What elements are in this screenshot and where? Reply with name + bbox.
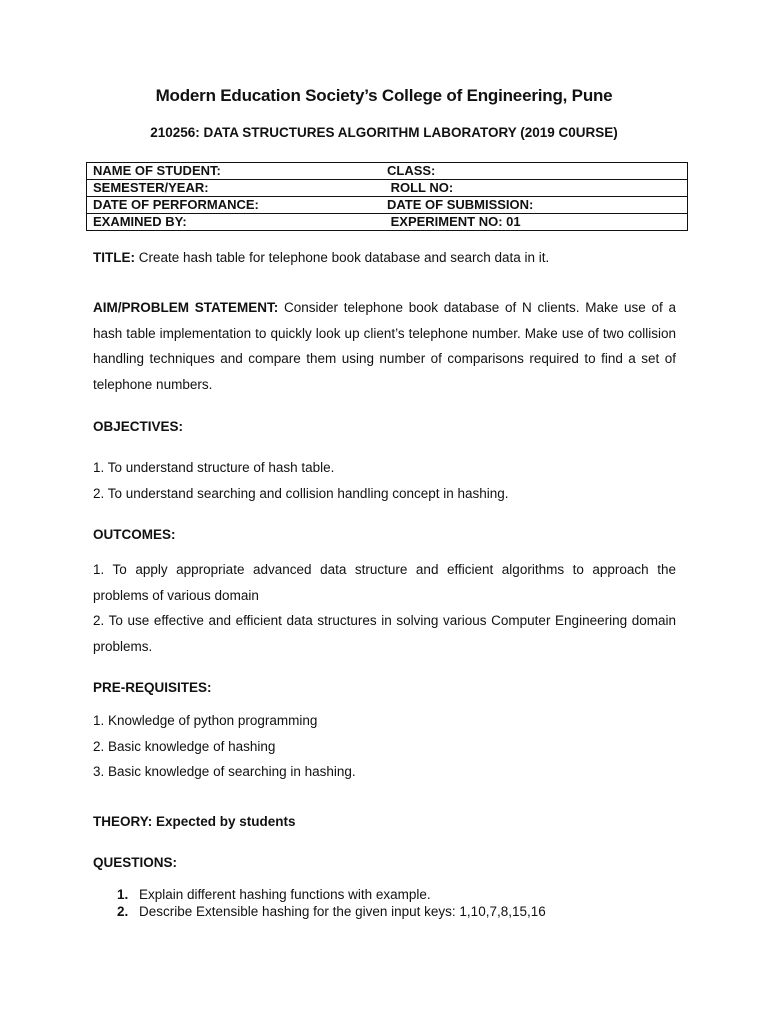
info-label: EXPERIMENT NO: 01	[381, 214, 688, 231]
course-title: 210256: DATA STRUCTURES ALGORITHM LABORATORY (2019 C0URSE)	[150, 125, 618, 140]
question-number: 1.	[117, 887, 129, 902]
outcomes-list	[93, 557, 676, 659]
table-row	[87, 214, 688, 231]
list-item: 2. Basic knowledge of hashing	[93, 738, 276, 754]
question-number: 2.	[117, 904, 129, 919]
list-item: 1. To apply appropriate advanced data structure and efficient algorithms to approach the problems of various domain	[93, 562, 676, 603]
title-section	[93, 245, 676, 271]
info-label: SEMESTER/YEAR:	[87, 180, 382, 197]
outcomes-heading: OUTCOMES:	[93, 527, 176, 542]
college-name: Modern Education Society’s College of Engineering, Pune	[155, 86, 613, 105]
aim-label: AIM/PROBLEM STATEMENT:	[93, 300, 279, 315]
info-label: EXAMINED BY:	[87, 214, 382, 231]
question-text: Explain different hashing functions with example.	[139, 887, 431, 902]
list-item	[93, 886, 546, 903]
info-label: DATE OF PERFORMANCE:	[87, 197, 382, 214]
list-item: 2. To use effective and efficient data structures in solving various Computer Engineering domain problems.	[93, 613, 676, 654]
objectives-heading: OBJECTIVES:	[93, 419, 184, 434]
info-label: DATE OF SUBMISSION:	[381, 197, 688, 214]
list-item	[93, 903, 546, 920]
list-item: 2. To understand searching and collision handling concept in hashing.	[93, 485, 509, 501]
prerequisites-list	[93, 708, 676, 785]
theory-heading: THEORY: Expected by students	[93, 814, 296, 829]
objectives-list	[93, 455, 676, 506]
question-text: Describe Extensible hashing for the given input keys: 1,10,7,8,15,16	[139, 904, 546, 919]
prerequisites-heading: PRE-REQUISITES:	[93, 680, 212, 695]
questions-list	[93, 886, 546, 920]
title-text: Create hash table for telephone book database and search data in it.	[135, 250, 550, 265]
info-label: ROLL NO:	[381, 180, 688, 197]
aim-section	[93, 295, 676, 397]
list-item: 1. To understand structure of hash table.	[93, 460, 335, 475]
title-label: TITLE:	[93, 250, 135, 265]
info-label: CLASS:	[381, 163, 688, 180]
table-row	[87, 197, 688, 214]
questions-heading: QUESTIONS:	[93, 855, 178, 870]
table-row	[87, 163, 688, 180]
info-label: NAME OF STUDENT:	[87, 163, 382, 180]
list-item: 3. Basic knowledge of searching in hashing.	[93, 764, 356, 779]
student-info-table	[86, 162, 688, 231]
table-row	[87, 180, 688, 197]
aim-text: Consider telephone book database of N clients. Make use of a hash table implementation to quickly look up client’s telephone number. Make use of two collision handling techniques and compare them using number of comparisons required to find a set of telephone numbers.	[93, 300, 677, 392]
list-item: 1. Knowledge of python programming	[93, 713, 318, 728]
